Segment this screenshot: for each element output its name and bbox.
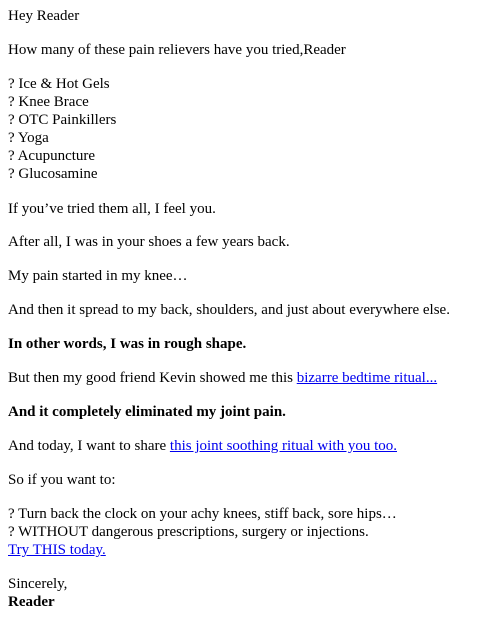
paragraph-spread: And then it spread to my back, shoulders, and just about everywhere else. xyxy=(8,302,450,318)
intro-question: How many of these pain relievers have you tried,Reader xyxy=(8,42,346,58)
paragraph-rough-shape: In other words, I was in rough shape. xyxy=(8,336,247,352)
soothing-ritual-link[interactable]: this joint soothing ritual with you too. xyxy=(169,438,397,454)
paragraph-if-you-want: So if you want to: xyxy=(8,472,116,488)
paragraph-share xyxy=(8,437,397,455)
paragraph-share-text: And today, I want to share xyxy=(8,438,170,454)
benefit-item: ? WITHOUT dangerous prescriptions, surgery or injections. xyxy=(8,524,369,540)
paragraph-shoes: After all, I was in your shoes a few years back. xyxy=(8,234,290,250)
paragraph-kevin-text: But then my good friend Kevin showed me this xyxy=(8,370,297,386)
remedy-item: ? Ice & Hot Gels xyxy=(8,76,110,92)
paragraph-tried-all: If you’ve tried them all, I feel you. xyxy=(8,201,216,217)
closing: Sincerely, xyxy=(8,576,68,592)
greeting: Hey Reader xyxy=(8,8,80,24)
remedy-item: ? Glucosamine xyxy=(8,166,98,182)
remedy-item: ? OTC Painkillers xyxy=(8,112,117,128)
cta-line xyxy=(8,541,106,559)
signature: Reader xyxy=(8,594,55,610)
remedy-item: ? Knee Brace xyxy=(8,94,89,110)
benefit-item: ? Turn back the clock on your achy knees, stiff back, sore hips… xyxy=(8,506,397,522)
bedtime-ritual-link[interactable]: bizarre bedtime ritual... xyxy=(296,370,438,386)
try-this-today-link[interactable]: Try THIS today. xyxy=(8,542,106,558)
paragraph-kevin xyxy=(8,369,437,387)
paragraph-eliminated: And it completely eliminated my joint pain. xyxy=(8,404,286,420)
paragraph-knee: My pain started in my knee… xyxy=(8,268,188,284)
remedy-item: ? Acupuncture xyxy=(8,148,96,164)
remedy-item: ? Yoga xyxy=(8,130,49,146)
